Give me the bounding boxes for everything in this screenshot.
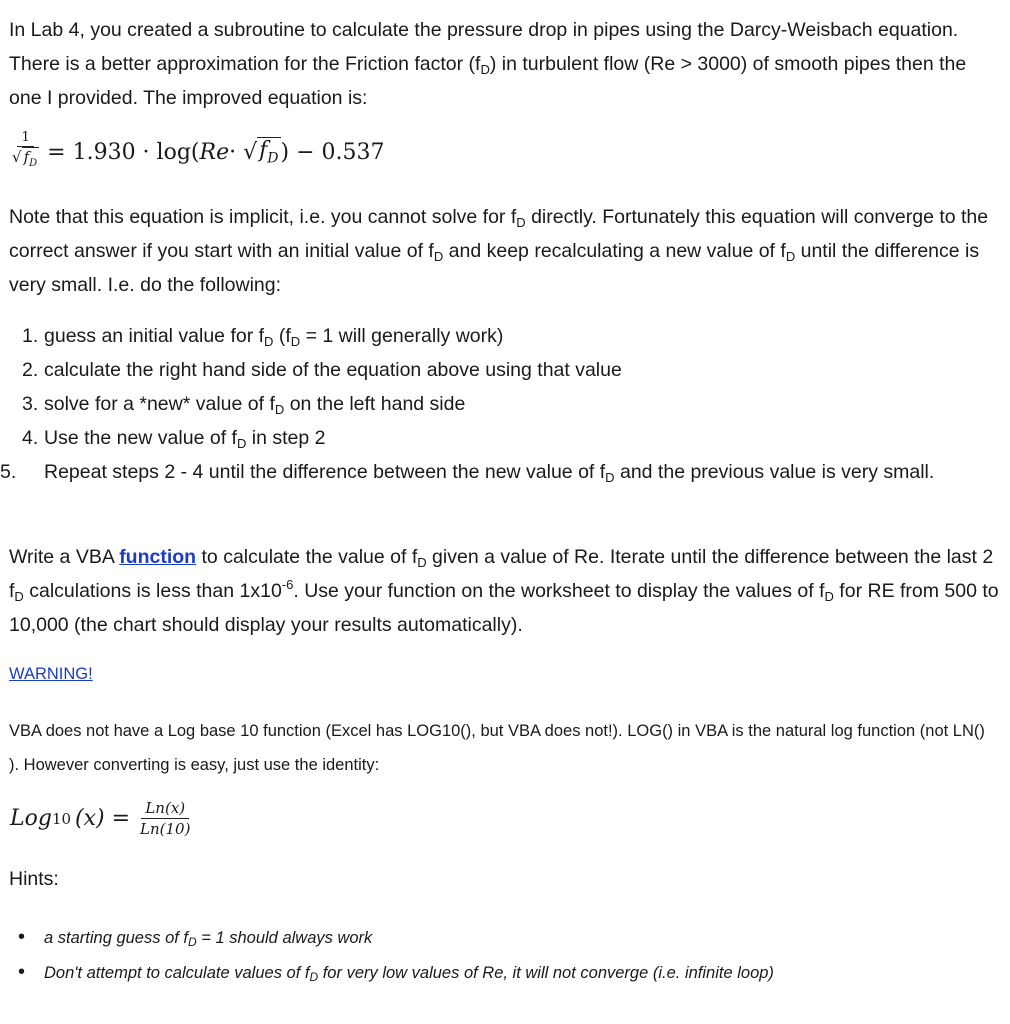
text-segment: calculate the right hand side of the equation above using that value bbox=[44, 359, 622, 381]
text-segment: and the previous value is very small. bbox=[614, 461, 935, 483]
step-item bbox=[22, 319, 992, 353]
text-segment: a starting guess of f bbox=[44, 929, 188, 947]
text-segment: in step 2 bbox=[246, 427, 326, 449]
text-segment: until the difference is very small. I.e. do the following: bbox=[9, 240, 980, 296]
text-segment: = 1 should always work bbox=[196, 929, 373, 947]
step-number: 5. bbox=[0, 461, 17, 483]
step-item bbox=[22, 353, 992, 387]
subscript: D bbox=[309, 970, 319, 984]
text-segment: for RE from 500 to 10,000 (the chart should display your results automatically). bbox=[9, 580, 999, 636]
intro-paragraph bbox=[9, 13, 999, 115]
hints-heading: Hints: bbox=[9, 868, 59, 890]
text-segment: = 1 will generally work) bbox=[300, 325, 504, 347]
denominator-f: f bbox=[23, 148, 30, 166]
vba-paragraph: VBA does not have a Log base 10 function (Excel has LOG10(), but VBA does not!). LOG() in VBA is the natural log function (not LN() ). However converting is easy, just use the identity: bbox=[9, 722, 985, 774]
step-number: 2. bbox=[22, 359, 39, 381]
text-segment: and keep recalculating a new value of f bbox=[443, 240, 786, 262]
equation-f-sub: D bbox=[267, 150, 279, 167]
text-segment: . Use your function on the worksheet to display the values of f bbox=[293, 580, 825, 602]
step-number: 4. bbox=[22, 427, 39, 449]
text-segment: on the left hand side bbox=[284, 393, 466, 415]
text-segment: In Lab 4, you created a subroutine to calculate the pressure drop in pipes using the Darcy-Weisbach equation. There is a better approximation for the Friction factor (f bbox=[9, 19, 959, 75]
warning-link[interactable]: WARNING! bbox=[9, 665, 93, 683]
step-item bbox=[22, 387, 992, 421]
step-text bbox=[44, 325, 503, 347]
step-text bbox=[44, 461, 934, 483]
log-arg: (x) = bbox=[75, 806, 131, 831]
subscript: D bbox=[785, 249, 796, 264]
hints-list bbox=[18, 920, 998, 990]
text-segment: given a value of Re. Iterate until the difference between the last 2 f bbox=[9, 546, 994, 602]
superscript: -6 bbox=[281, 577, 294, 592]
step-item bbox=[22, 421, 992, 455]
identity-denominator: Ln(10) bbox=[140, 820, 191, 838]
text-segment: Repeat steps 2 - 4 until the difference between the new value of f bbox=[44, 461, 606, 483]
subscript: D bbox=[433, 249, 444, 264]
text-segment: calculations is less than 1x10 bbox=[23, 580, 282, 602]
subscript: D bbox=[516, 215, 526, 230]
denominator-sub: D bbox=[29, 158, 38, 169]
note-paragraph bbox=[9, 200, 999, 302]
subscript: D bbox=[188, 935, 197, 949]
log10-identity-equation bbox=[10, 798, 198, 839]
step-text bbox=[44, 359, 622, 381]
identity-numerator: Ln(x) bbox=[141, 798, 189, 819]
text-segment: solve for a *new* value of f bbox=[44, 393, 275, 415]
step-item bbox=[0, 455, 992, 489]
subscript: D bbox=[480, 62, 490, 77]
subscript: D bbox=[264, 334, 274, 349]
subscript: D bbox=[290, 334, 301, 349]
subscript: D bbox=[605, 470, 615, 485]
steps-list bbox=[0, 319, 992, 489]
subscript: D bbox=[274, 402, 285, 417]
text-segment: ) in turbulent flow (Re > 3000) of smooth pipes then the one I provided. The improved equation is: bbox=[9, 53, 967, 109]
text-segment: Write a VBA bbox=[9, 546, 120, 568]
text-segment: to calculate the value of f bbox=[196, 546, 418, 568]
subscript: D bbox=[14, 589, 24, 604]
task-paragraph bbox=[9, 540, 999, 642]
hint-item bbox=[18, 955, 998, 990]
equation-re: Re bbox=[199, 139, 230, 165]
equation-denominator: √ $f_D$ bbox=[12, 148, 38, 169]
text-segment: Use the new value of f bbox=[44, 427, 237, 449]
equation-rhs-end: ) − 0.537 bbox=[280, 139, 385, 165]
identity-fraction bbox=[140, 798, 190, 839]
equation-numerator: 1 bbox=[17, 130, 33, 147]
equation-rhs-start: = 1.930 · log( bbox=[47, 139, 200, 165]
step-number: 3. bbox=[22, 393, 39, 415]
subscript: D bbox=[417, 555, 427, 570]
step-text bbox=[44, 393, 465, 415]
step-number: 1. bbox=[22, 325, 39, 347]
equation-f: f bbox=[259, 138, 268, 164]
text-segment: directly. Fortunately this equation will converge to the correct answer if you start with an initial value of f bbox=[9, 206, 989, 262]
log-base: 10 bbox=[51, 809, 72, 828]
hint-item bbox=[18, 920, 998, 955]
text-segment: for very low values of Re, it will not converge (i.e. infinite loop) bbox=[318, 964, 774, 982]
subscript: D bbox=[824, 589, 834, 604]
text-segment: (f bbox=[273, 325, 291, 347]
step-text bbox=[44, 427, 325, 449]
colebrook-equation bbox=[12, 130, 384, 174]
equation-dot-sqrt: · √ bbox=[229, 139, 258, 165]
subscript: D bbox=[236, 436, 247, 451]
log-label: Log bbox=[10, 806, 52, 831]
equation-sqrt-content bbox=[257, 137, 280, 166]
text-segment: Don't attempt to calculate values of f bbox=[44, 964, 310, 982]
equation-fraction bbox=[12, 130, 39, 174]
text-segment: Note that this equation is implicit, i.e. you cannot solve for f bbox=[9, 206, 517, 228]
function-link[interactable]: function bbox=[119, 546, 197, 568]
text-segment: guess an initial value for f bbox=[44, 325, 265, 347]
